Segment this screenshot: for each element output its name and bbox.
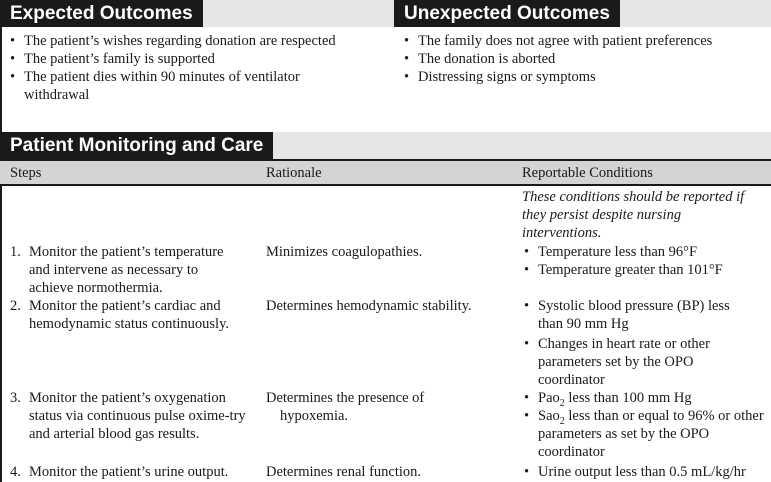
list-item: • The patient’s wishes regarding donation are respected [8,32,368,50]
list-item: • The patient’s family is supported [8,50,368,68]
condition [522,407,767,461]
expected-outcomes-list [8,32,368,104]
condition-pre: Pao [538,390,560,406]
step-number: 2. [10,298,21,314]
subscript: 2 [559,397,565,409]
left-border [0,0,2,132]
list-item: • The family does not agree with patient preferences [402,32,762,50]
header-reportable-conditions: Reportable Conditions [522,165,653,181]
reporting-note: These conditions should be reported if they persist despite nursing interventions. [522,189,745,241]
expected-outcomes-title: Expected Outcomes [0,0,203,27]
condition-post: less than 100 mm Hg [564,390,692,406]
condition-pre: Sao [538,408,560,424]
table-header [0,159,771,186]
condition: • Changes in heart rate or other parameters set by the OPO coordinator [522,335,742,389]
rationale: Determines the presence of hypoxemia. [266,390,425,424]
rationale: Determines hemodynamic stability. [266,298,472,314]
step-text: Monitor the patient’s temperature and intervene as necessary to achieve normothermia. [29,244,224,296]
step-text: Monitor the patient’s urine output. [29,464,229,480]
rationale: Minimizes coagulopathies. [266,244,423,260]
step-number: 4. [10,464,21,480]
step-number: 1. [10,244,21,260]
list-item: • The donation is aborted [402,50,762,68]
step-text: Monitor the patient’s oxygenation status via continuous pulse oxime-try and arterial blood gas results. [29,390,246,442]
header-rationale: Rationale [266,165,322,181]
list-item: • The patient dies within 90 minutes of ventilator withdrawal [8,68,324,104]
condition: • Temperature less than 96°F [522,243,767,261]
monitoring-title: Patient Monitoring and Care [0,132,273,159]
condition: • Urine output less than 0.5 mL/kg/hr [522,463,771,481]
step-number: 3. [10,390,21,406]
unexpected-outcomes-list [402,32,762,86]
condition: • Temperature greater than 101°F [522,261,767,279]
condition: • Systolic blood pressure (BP) less than 90 mm Hg [522,297,742,333]
rationale: Determines renal function. [266,464,422,480]
unexpected-outcomes-title: Unexpected Outcomes [394,0,620,27]
condition [522,389,767,407]
header-steps: Steps [10,165,42,181]
subscript: 2 [559,415,565,427]
condition-post: less than or equal to 96% or other parameters as set by the OPO coordinator [538,408,764,460]
step-text: Monitor the patient’s cardiac and hemodynamic status continuously. [29,298,230,332]
list-item: • Distressing signs or symptoms [402,68,762,86]
